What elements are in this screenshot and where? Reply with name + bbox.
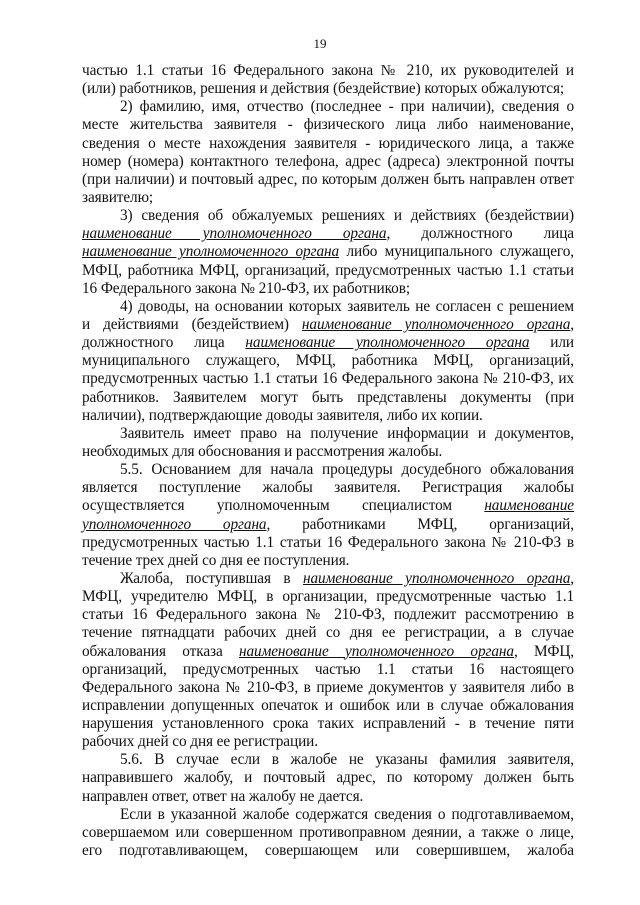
- text-segment: муниципального служащего, МФЦ, работника МФЦ, организаций,: [82, 352, 574, 370]
- text-segment: 16 Федерального закона № 210-ФЗ, их работников;: [82, 279, 410, 297]
- text-segment: обжалования отказа: [82, 642, 239, 660]
- text-segment: 3) сведения об обжалуемых решениях и действиях (бездействии): [120, 207, 574, 225]
- text-segment: предусмотренных частью 1.1 статьи 16 Федерального закона № 210-ФЗ, их: [82, 370, 574, 388]
- text-line: [82, 479, 574, 497]
- text-segment: либо муниципального служащего,: [339, 243, 574, 261]
- text-segment: статьи 16 Федерального закона № 210-ФЗ, подлежит рассмотрению в: [82, 606, 574, 624]
- text-line: [82, 425, 574, 443]
- text-segment: 5.5. Основанием для начала процедуры досудебного обжалования: [120, 461, 574, 479]
- text-line: [82, 98, 574, 116]
- text-line: [82, 806, 574, 824]
- text-segment: необходимых для обоснования и рассмотрения жалобы.: [82, 442, 443, 460]
- text-segment: Если в указанной жалобе содержатся сведения о подготавливаемом,: [120, 805, 574, 823]
- text-line: [82, 334, 574, 352]
- text-line: [82, 588, 574, 606]
- text-segment: исправлении допущенных опечаток и ошибок или в случае обжалования: [82, 696, 574, 714]
- text-segment: , работниками МФЦ, организаций,: [266, 515, 574, 533]
- text-line: [82, 280, 574, 298]
- text-line: [82, 316, 574, 334]
- text-line: [82, 80, 574, 98]
- text-segment: или: [529, 334, 574, 352]
- text-line: [82, 153, 574, 171]
- text-segment: должностного лица: [82, 334, 246, 352]
- text-line: [82, 842, 574, 860]
- text-segment: Федерального закона № 210-ФЗ, в приеме документов у заявителя либо в: [82, 678, 574, 696]
- text-segment: (или) работников, решения и действия (бездействие) которых обжалуются;: [82, 80, 565, 98]
- text-segment: Заявитель имеет право на получение информации и документов,: [120, 424, 574, 442]
- text-line: [82, 751, 574, 769]
- text-line: [82, 516, 574, 534]
- text-segment: (при наличии) и почтовый адрес, по которым должен быть направлен ответ: [82, 170, 574, 188]
- text-line: [82, 769, 574, 787]
- text-line: [82, 389, 574, 407]
- authority-placeholder: уполномоченного органа: [82, 515, 267, 533]
- text-segment: МФЦ, учредителю МФЦ, в организации, предусмотренные частью 1.1: [82, 588, 574, 606]
- text-segment: рабочих дней со дня ее регистрации.: [82, 733, 318, 751]
- authority-placeholder: наименование уполномоченного органа: [82, 225, 387, 243]
- text-segment: его подготавливающем, совершающем или совершившем, жалоба: [82, 842, 574, 860]
- text-line: [82, 62, 574, 80]
- text-line: [82, 207, 574, 225]
- text-segment: осуществляется уполномоченным специалистом: [82, 497, 485, 515]
- text-segment: Жалоба, поступившая в: [120, 569, 303, 587]
- text-line: [82, 534, 574, 552]
- text-line: [82, 733, 574, 751]
- text-segment: ,: [570, 569, 574, 587]
- text-segment: ,: [570, 315, 575, 333]
- page-number: 19: [313, 36, 327, 51]
- text-segment: и действиями (бездействием): [82, 315, 302, 333]
- authority-placeholder: наименование уполномоченного органа: [245, 334, 530, 352]
- text-line: [82, 370, 574, 388]
- text-segment: сведения о месте нахождения заявителя - юридического лица, а также: [82, 134, 574, 152]
- authority-placeholder: наименование уполномоченного органа: [238, 642, 514, 660]
- text-line: [82, 679, 574, 697]
- text-line: [82, 788, 574, 806]
- text-segment: , МФЦ,: [513, 642, 575, 660]
- text-segment: предусмотренных частью 1.1 статьи 16 Федерального закона № 210-ФЗ в: [82, 533, 574, 551]
- text-line: [82, 497, 574, 515]
- text-segment: направлен ответ, ответ на жалобу не дается.: [82, 787, 364, 805]
- text-line: [82, 135, 574, 153]
- text-line: [82, 352, 574, 370]
- authority-placeholder: наименование: [484, 497, 574, 515]
- authority-placeholder: наименование уполномоченного органа: [303, 569, 571, 587]
- document-body: [82, 62, 574, 860]
- text-line: [82, 407, 574, 425]
- text-segment: , должностного лица: [386, 225, 574, 243]
- text-line: [82, 243, 574, 261]
- text-segment: заявителю;: [82, 188, 154, 206]
- text-line: [82, 570, 574, 588]
- text-segment: 4) доводы, на основании которых заявитель не согласен с решением: [120, 297, 574, 315]
- text-segment: месте жительства заявителя - физического лица либо наименование,: [82, 116, 574, 134]
- text-line: [82, 661, 574, 679]
- text-segment: работников. Заявителем могут быть представлены документы (при: [82, 388, 574, 406]
- text-line: [82, 298, 574, 316]
- authority-placeholder: наименование уполномоченного органа: [82, 243, 340, 261]
- text-segment: 2) фамилию, имя, отчество (последнее - при наличии), сведения о: [120, 98, 574, 116]
- text-segment: частью 1.1 статьи 16 Федерального закона № 210, их руководителей и: [82, 62, 574, 79]
- text-segment: течение трех дней со дня ее поступления.: [82, 551, 350, 569]
- text-line: [82, 116, 574, 134]
- text-line: [82, 461, 574, 479]
- text-segment: направившего жалобу, и почтовый адрес, по которому должен быть: [82, 769, 574, 787]
- text-line: [82, 262, 574, 280]
- text-line: [82, 624, 574, 642]
- text-line: [82, 697, 574, 715]
- text-segment: номер (номера) контактного телефона, адрес (адреса) электронной почты: [82, 152, 574, 170]
- text-line: [82, 606, 574, 624]
- text-segment: МФЦ, работника МФЦ, организаций, предусмотренных частью 1.1 статьи: [82, 261, 574, 279]
- text-segment: нарушения установленного срока таких исправлений - в течение пяти: [82, 715, 574, 733]
- text-segment: совершаемом или совершенном противоправном деянии, а также о лице,: [82, 823, 574, 841]
- text-line: [82, 824, 574, 842]
- text-segment: является поступление жалобы заявителя. Регистрация жалобы: [82, 479, 574, 497]
- text-line: [82, 643, 574, 661]
- text-line: [82, 715, 574, 733]
- text-line: [82, 552, 574, 570]
- text-segment: 5.6. В случае если в жалобе не указаны фамилия заявителя,: [120, 751, 574, 769]
- text-segment: организаций, предусмотренных частью 1.1 статьи 16 настоящего: [82, 660, 574, 678]
- text-line: [82, 225, 574, 243]
- text-line: [82, 443, 574, 461]
- text-segment: наличии), подтверждающие доводы заявителя, либо их копии.: [82, 406, 483, 424]
- text-segment: течение пятнадцати рабочих дней со дня ее регистрации, а в случае: [82, 624, 574, 642]
- text-line: [82, 171, 574, 189]
- text-line: [82, 189, 574, 207]
- authority-placeholder: наименование уполномоченного органа: [301, 315, 571, 333]
